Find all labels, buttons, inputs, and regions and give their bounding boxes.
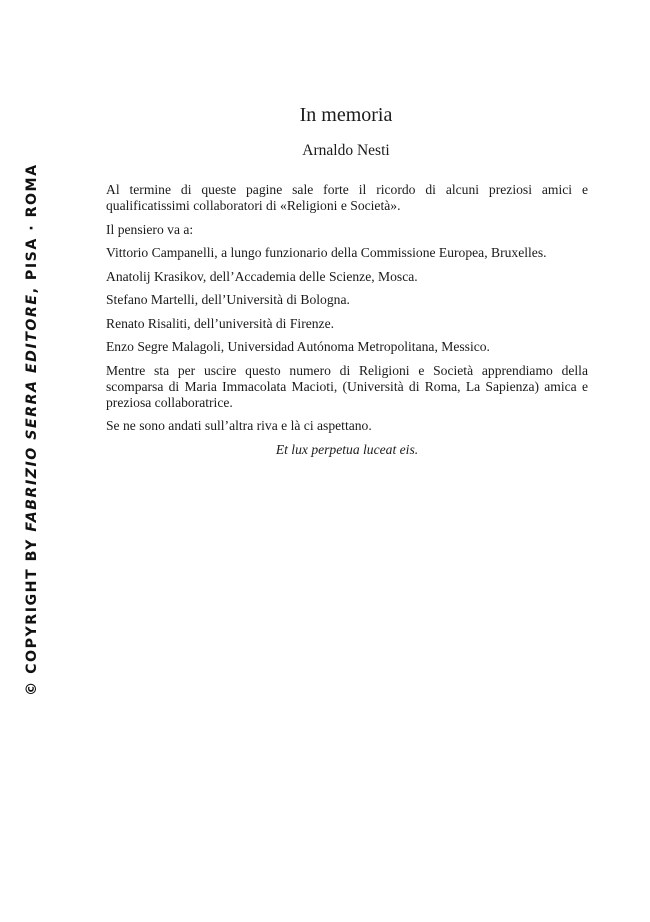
person-entry: Enzo Segre Malagoli, Universidad Autónoma Metropolitana, Messico.: [106, 339, 490, 354]
copyright-notice: [24, 163, 40, 696]
person-entry: Vittorio Campanelli, a lungo funzionario della Commissione Europea, Bruxelles.: [106, 245, 547, 260]
pensiero-line: Il pensiero va a:: [106, 221, 194, 237]
copyright-suffix: , PISA · ROMA: [24, 163, 40, 294]
closing-latin: Et lux perpetua luceat eis.: [275, 441, 419, 457]
person-entry: Anatolij Krasikov, dell’Accademia delle Scienze, Mosca.: [106, 268, 418, 284]
intro-paragraph: Al termine di queste pagine sale forte il ricordo di alcuni preziosi amici e qualificatissimi collaboratori di «Religioni e Società».: [106, 182, 588, 213]
copyright-publisher: FABRIZIO SERRA EDITORE: [24, 293, 40, 532]
person-entry: Renato Risaliti, dell’università di Firenze.: [106, 315, 335, 331]
person-entry: Stefano Martelli, dell’Università di Bologna.: [106, 292, 350, 307]
copyright-prefix: © COPYRIGHT BY: [24, 531, 40, 696]
andati-line: Se ne sono andati sull’altra riva e là ci aspettano.: [106, 418, 372, 433]
page-title: In memoria: [299, 104, 393, 126]
author-name: Arnaldo Nesti: [302, 142, 390, 159]
article-body: [106, 182, 588, 465]
mentre-paragraph: Mentre sta per uscire questo numero di Religioni e Società apprendiamo della scomparsa di Maria Immacolata Macioti, (Università di Roma, La Sapienza) amica e preziosa collaboratrice.: [106, 362, 588, 410]
